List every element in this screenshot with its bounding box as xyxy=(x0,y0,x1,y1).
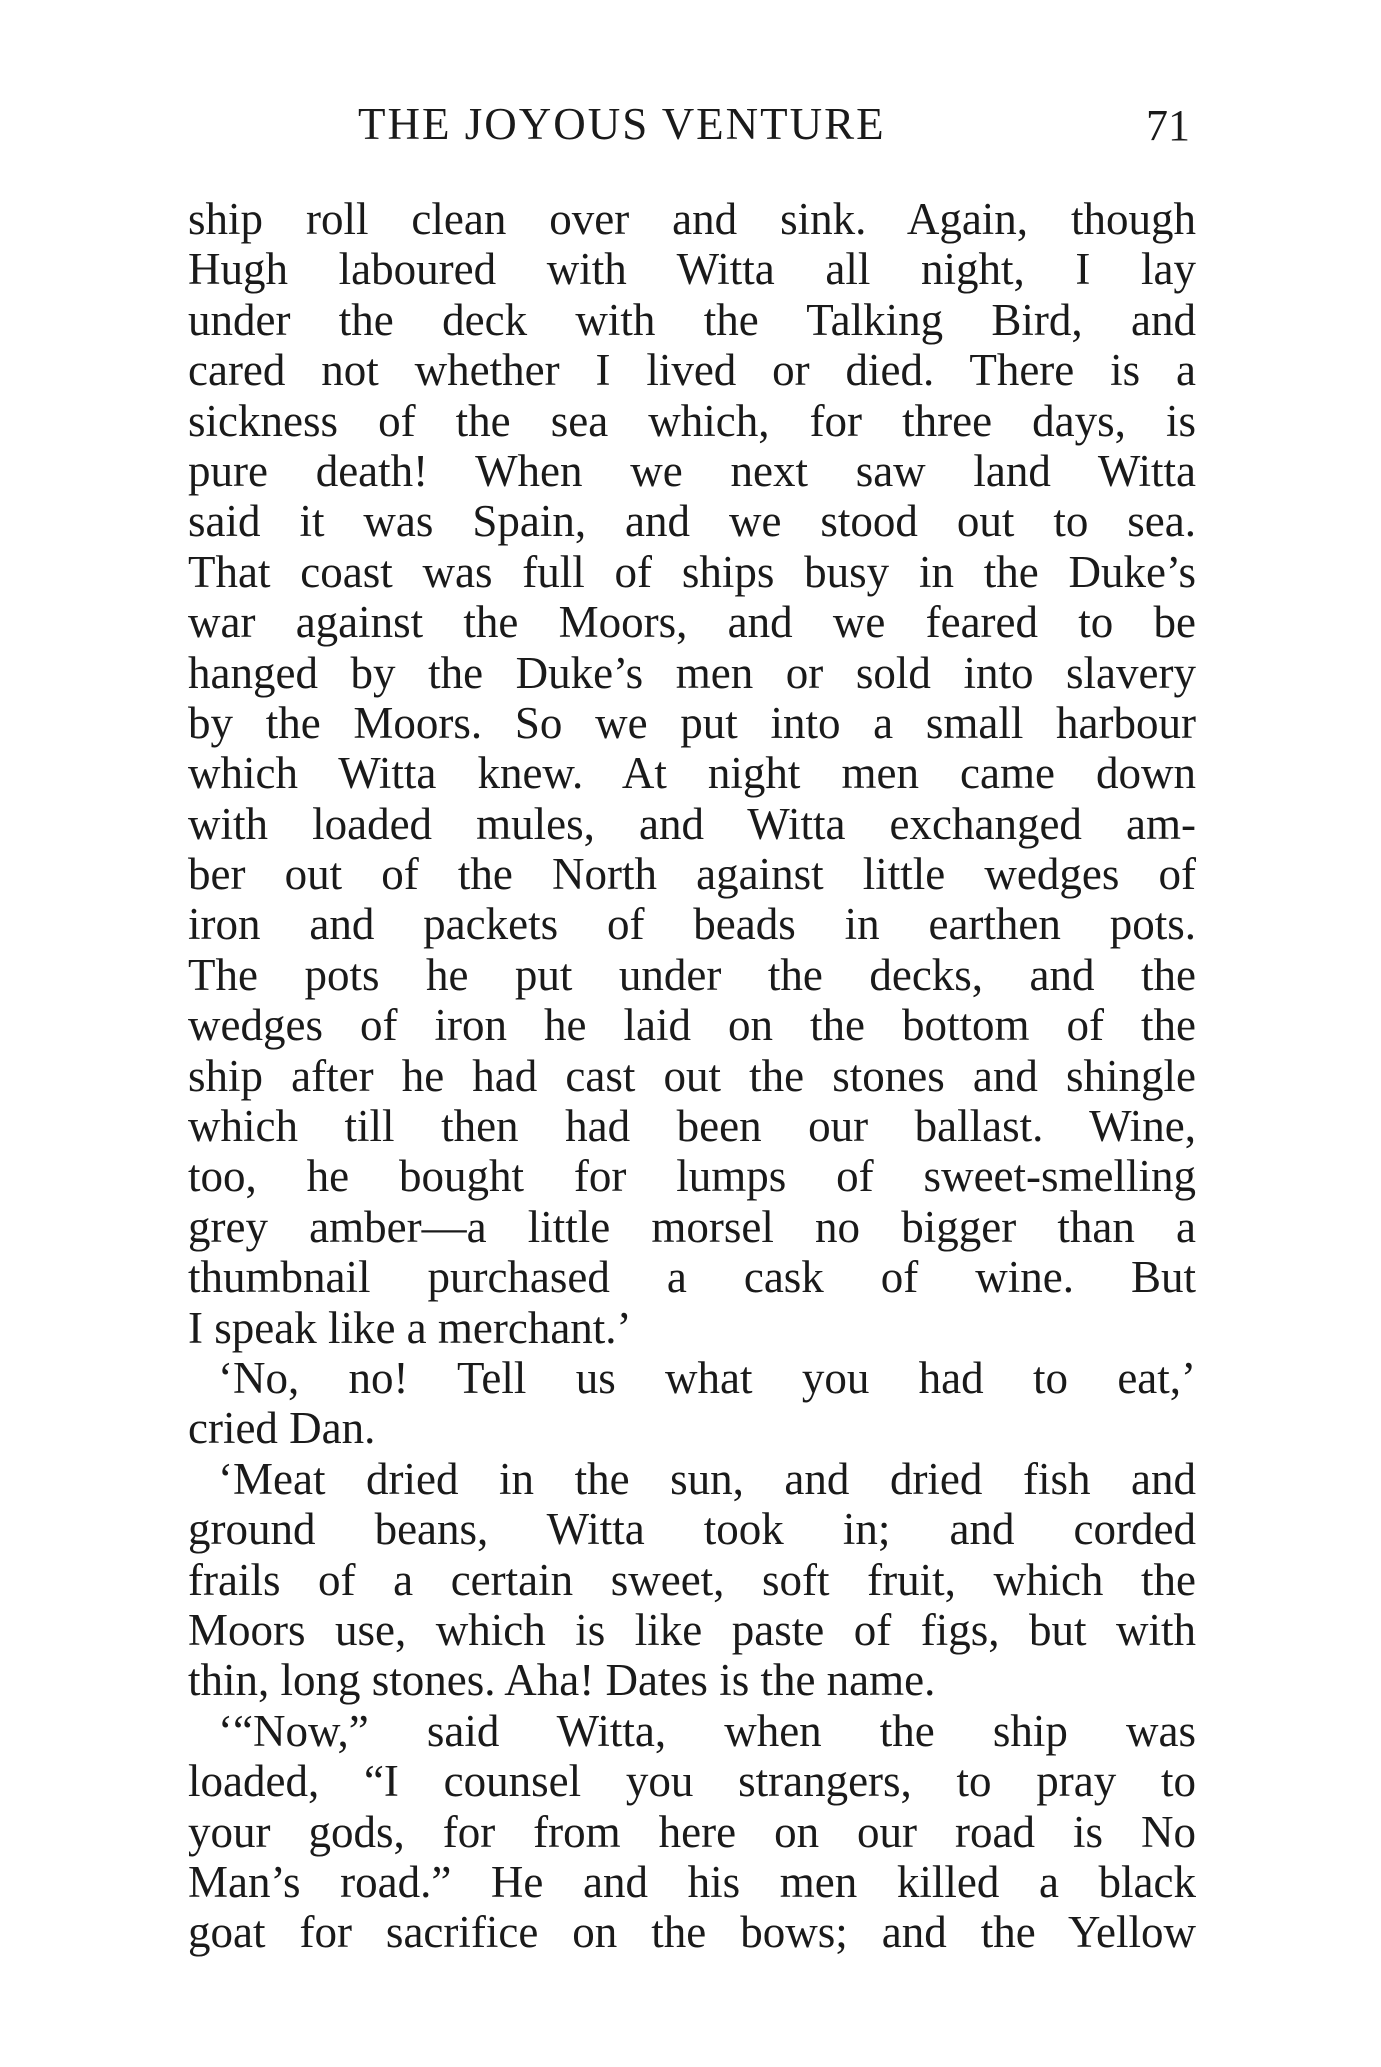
page-header xyxy=(188,98,1196,158)
text-line: frails of a certain sweet, soft fruit, which the xyxy=(188,1554,1196,1605)
text-line: cried Dan. xyxy=(188,1403,376,1454)
text-line: thumbnail purchased a cask of wine. But xyxy=(188,1252,1196,1303)
text-line: grey amber—a little morsel no bigger than a xyxy=(188,1201,1196,1252)
text-line: goat for sacrifice on the bows; and the Yellow xyxy=(188,1907,1196,1958)
text-line: ‘Meat dried in the sun, and dried fish and xyxy=(218,1453,1196,1504)
text-line: That coast was full of ships busy in the Duke’s xyxy=(188,546,1196,597)
text-line: sickness of the sea which, for three days, is xyxy=(188,395,1196,446)
text-line: with loaded mules, and Witta exchanged am- xyxy=(188,798,1196,849)
text-line: Hugh laboured with Witta all night, I lay xyxy=(188,244,1196,295)
text-line: your gods, for from here on our road is No xyxy=(188,1806,1196,1857)
text-line: wedges of iron he laid on the bottom of the xyxy=(188,1000,1196,1051)
page-number: 71 xyxy=(1146,101,1190,150)
text-line: ship roll clean over and sink. Again, though xyxy=(188,194,1196,244)
text-line: The pots he put under the decks, and the xyxy=(188,949,1196,1000)
text-line: thin, long stones. Aha! Dates is the name. xyxy=(188,1655,936,1706)
text-line: hanged by the Duke’s men or sold into slavery xyxy=(188,647,1196,698)
text-line: pure death! When we next saw land Witta xyxy=(188,445,1196,496)
text-line: by the Moors. So we put into a small harbour xyxy=(188,697,1196,748)
text-line: ‘No, no! Tell us what you had to eat,’ xyxy=(218,1352,1196,1403)
text-line: which till then had been our ballast. Wine, xyxy=(188,1101,1196,1152)
text-line: Man’s road.” He and his men killed a black xyxy=(188,1856,1196,1907)
text-line: under the deck with the Talking Bird, and xyxy=(188,294,1196,345)
body-text xyxy=(188,194,1196,1958)
text-line: iron and packets of beads in earthen pots. xyxy=(188,899,1196,950)
text-line: ground beans, Witta took in; and corded xyxy=(188,1504,1196,1555)
text-line: cared not whether I lived or died. There is a xyxy=(188,345,1196,396)
running-title: THE JOYOUS VENTURE xyxy=(358,99,886,149)
text-line: ship after he had cast out the stones and shingle xyxy=(188,1050,1196,1101)
text-line: ber out of the North against little wedges of xyxy=(188,849,1196,900)
text-line: ‘“Now,” said Witta, when the ship was xyxy=(218,1705,1196,1756)
text-line: war against the Moors, and we feared to be xyxy=(188,597,1196,648)
text-line: too, he bought for lumps of sweet-smelling xyxy=(188,1151,1196,1202)
text-line: I speak like a merchant.’ xyxy=(188,1302,632,1353)
text-line: Moors use, which is like paste of figs, but with xyxy=(188,1604,1196,1655)
text-line: said it was Spain, and we stood out to sea. xyxy=(188,496,1196,547)
text-line: loaded, “I counsel you strangers, to pray to xyxy=(188,1756,1196,1807)
text-line: which Witta knew. At night men came down xyxy=(188,748,1196,799)
